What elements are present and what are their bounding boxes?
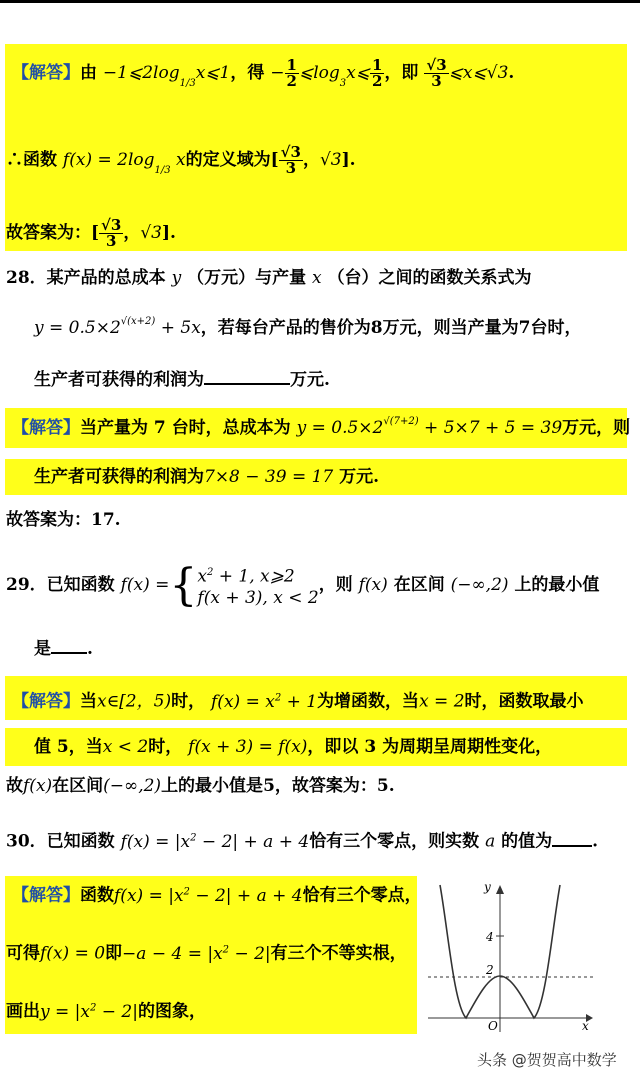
- watermark: 头条 @贺贺高中数学: [477, 1051, 617, 1069]
- answer-30-line-3: 画出$y = |x^2 - 2|$的图象，: [6, 1001, 206, 1022]
- question-28-line-1: 28．某产品的总成本 y （万元）与产量 x （台）之间的函数关系式为: [6, 268, 532, 288]
- tick-label-2: 2: [486, 963, 494, 977]
- graph-svg: [428, 880, 593, 1032]
- question-number: 29．: [6, 575, 47, 595]
- tick-label-4: 4: [486, 930, 494, 944]
- function-graph: [428, 880, 593, 1032]
- question-29-line-2: 是 .: [34, 636, 93, 661]
- answer-30-line-1: 【解答】函数$f(x) = |x^2 - 2| + a + 4$恰有三个零点，: [12, 885, 422, 906]
- answer-29-line-3: 故f(x)在区间(−∞,2)上的最小值是5，故答案为：5.: [6, 776, 395, 796]
- origin-label: O: [488, 1019, 498, 1032]
- answer-blank[interactable]: [552, 829, 592, 847]
- question-29-line-1: 29．已知函数 $f(x) =\{x^2 + 1$, x⩾2 f(x + 3), x < 2，则 f(x) 在区间 (−∞,2) 上的最小值: [6, 559, 600, 611]
- answer-blank[interactable]: [204, 367, 290, 385]
- math-inequality-1: $-1⩽2\log_{1/3}x⩽1$: [102, 63, 231, 89]
- math-cost-formula: $y = 0.5\times 2^{√(x+2)} + 5x$: [34, 316, 201, 338]
- answer-28-line-1: 【解答】当产量为 7 台时，总成本为 $y = 0.5\times 2^{√(7+2)} + 5\times 7 + 5 = 39$万元，则: [12, 416, 631, 438]
- top-rule: [0, 0, 640, 3]
- answer-line-1: 【解答】由 $-1⩽2\log_{1/3}x⩽1$，得 − $\frac{1}{2}$ $⩽\log_3x⩽$ $\frac{1}{2}$ ，即 $\frac{√3}{3}$ ⩽x⩽√3.: [12, 56, 515, 90]
- answer-29-line-2: 值 5，当x < 2时， f(x + 3) = f(x)，即以 3 为周期呈周期性变化，: [34, 737, 553, 757]
- answer-tag: 【解答】: [12, 63, 80, 83]
- answer-28-line-3: 故答案为：17.: [6, 510, 121, 530]
- question-number: 30．: [6, 831, 47, 852]
- answer-30-line-2: 可得f(x) = 0即$-a - 4 = |x^2 - 2|$有三个不等实根，: [6, 943, 407, 964]
- question-28-line-2: $y = 0.5\times 2^{√(x+2)} + 5x$，若每台产品的售价为8万元，则当产量为7台时，: [34, 316, 582, 338]
- question-number: 28．: [6, 268, 47, 288]
- y-axis-arrow: [496, 885, 504, 894]
- answer-line-3: 故答案为：[ $\frac{√3}{3}$ ，√3].: [6, 216, 176, 250]
- answer-blank[interactable]: [51, 636, 87, 654]
- question-28-line-3: 生产者可获得的利润为 万元.: [34, 367, 330, 392]
- piecewise-definition: $x^2 + 1$, x⩾2 f(x + 3), x < 2: [197, 566, 319, 609]
- answer-29-line-1: 【解答】当x∈[2，5)时， $f(x) = x^2 + 1$为增函数，当x = 2时，函数取最小: [12, 691, 584, 712]
- math-fx-log: $f(x) = 2\log_{1/3}$ x: [62, 150, 186, 176]
- x-axis-label: x: [582, 1019, 589, 1032]
- y-axis-label: y: [484, 880, 491, 894]
- answer-line-2: ∴函数 $f(x) = 2\log_{1/3}$ x的定义域为[ $\frac{√3}{3}$ ，√3].: [6, 143, 356, 177]
- answer-28-line-2: 生产者可获得的利润为7×8 − 39 = 17 万元.: [34, 467, 380, 487]
- question-30-line-1: 30．已知函数 $f(x) = |x^2 - 2| + a + 4$恰有三个零点，则实数 a 的值为 .: [6, 826, 598, 854]
